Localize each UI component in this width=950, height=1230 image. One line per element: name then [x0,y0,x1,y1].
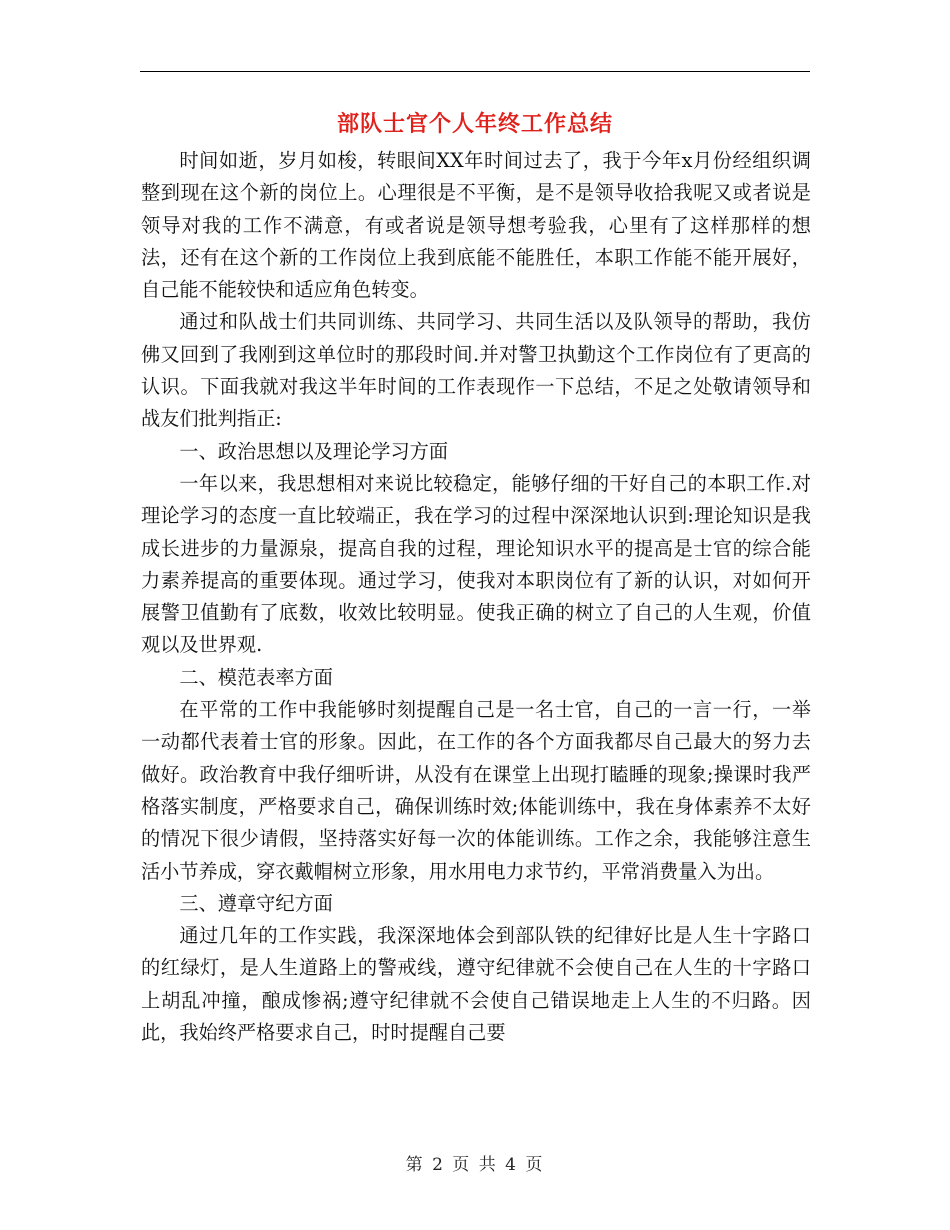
paragraph-role-model: 在平常的工作中我能够时刻提醒自己是一名士官，自己的一言一行，一举一动都代表着士官的形象。因此，在工作的各个方面我都尽自己最大的努力去做好。政治教育中我仔细听讲，从没有在课堂上出现打瞌睡的现象;操课时我严格落实制度，严格要求自己，确保训练时效;体能训练中，我在身体素养不太好的情况下很少请假，坚持落实好每一次的体能训练。工作之余，我能够注意生活小节养成，穿衣戴帽树立形象，用水用电力求节约，平常消费量入为出。 [141,698,811,883]
section-heading-role-model: 二、模范表率方面 [179,665,333,689]
header-rule [140,71,810,72]
document-title: 部队士官个人年终工作总结 [336,112,613,137]
section-heading-discipline: 三、遵章守纪方面 [179,891,333,915]
paragraph-summary-intro: 通过和队战士们共同训练、共同学习、共同生活以及队领导的帮助，我仿佛又回到了我刚到这单位时的那段时间.并对警卫执勤这个工作岗位有了更高的认识。下面我就对我这半年时间的工作表现作一下总结，不足之处敬请领导和战友们批判指正: [141,310,811,431]
paragraph-discipline: 通过几年的工作实践，我深深地体会到部队铁的纪律好比是人生十字路口的红绿灯，是人生道路上的警戒线，遵守纪律就不会使自己在人生的十字路口上胡乱冲撞，酿成惨祸;遵守纪律就不会使自己错误地走上人生的不归路。因此，我始终严格要求自己，时时提醒自己要 [141,924,811,1045]
paragraph-intro: 时间如逝，岁月如梭，转眼间XX年时间过去了，我于今年x月份经组织调整到现在这个新的岗位上。心理很是不平衡，是不是领导收拾我呢又或者说是领导对我的工作不满意，有或者说是领导想考验我，心里有了这样那样的想法，还有在这个新的工作岗位上我到底能不能胜任，本职工作能不能开展好，自己能不能较快和适应角色转变。 [141,149,811,302]
page-number-footer: 第 2 页 共 4 页 [405,1155,545,1175]
section-heading-politics: 一、政治思想以及理论学习方面 [179,439,449,463]
document-body [141,145,811,1049]
paragraph-politics: 一年以来，我思想相对来说比较稳定，能够仔细的干好自己的本职工作.对理论学习的态度一直比较端正，我在学习的过程中深深地认识到:理论知识是我成长进步的力量源泉，提高自我的过程，理论知识水平的提高是士官的综合能力素养提高的重要体现。通过学习，使我对本职岗位有了新的认识，对如何开展警卫值勤有了底数，收效比较明显。使我正确的树立了自己的人生观，价值观以及世界观. [141,471,811,657]
